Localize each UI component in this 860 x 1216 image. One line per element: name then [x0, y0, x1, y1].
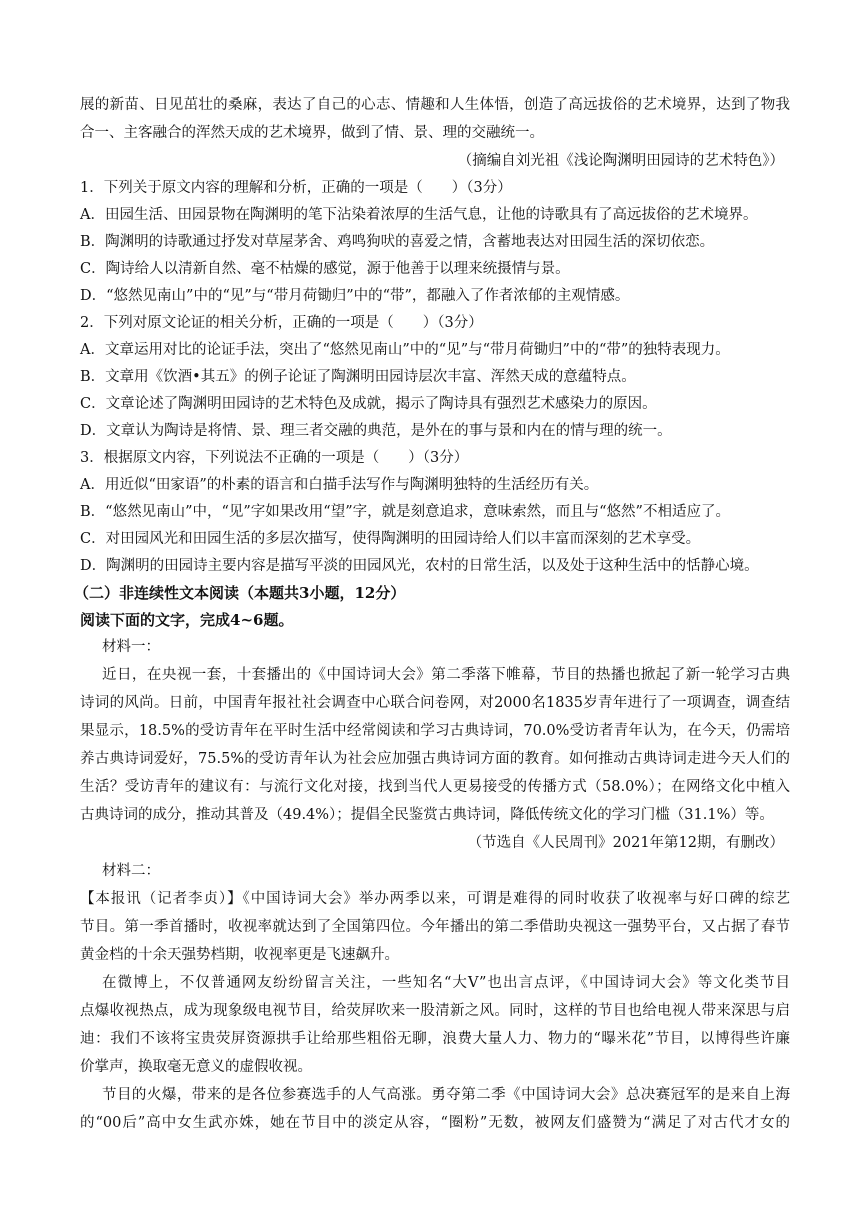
question-2-option-d: D．文章认为陶诗是将情、景、理三者交融的典范，是外在的事与景和内在的情与理的统一。 [80, 423, 672, 439]
material-1-label: 材料一： [102, 639, 160, 655]
section-instruction: 阅读下面的文字，完成4~6题。 [80, 611, 294, 629]
material-1-line: 养古典诗词爱好，75.5%的受访青年认为社会应加强古典诗词方面的教育。如何推动古典诗词走进今天人们的 [80, 751, 790, 767]
question-1-option-d: D．“悠然见南山”中的“见”与“带月荷锄归”中的“带”，都融入了作者浓郁的主观情感。 [80, 288, 630, 304]
question-1-option-c: C．陶诗给人以清新自然、毫不枯燥的感觉，源于他善于以理来统摄情与景。 [80, 261, 570, 277]
material-2-line: 【本报讯（记者李贞）】《中国诗词大会》举办两季以来，可谓是难得的同时收获了收视率与好口碑的综艺 [80, 891, 790, 907]
question-3-option-a: A．用近似“田家语”的朴素的语言和白描手法写作与陶渊明独特的生活经历有关。 [80, 477, 599, 493]
material-2-line: 价掌声，换取毫无意义的虚假收视。 [80, 1059, 312, 1075]
material-2-label: 材料二： [102, 863, 160, 879]
material-1-line: 古典诗词的成分，推动其普及（49.4%）；提倡全民鉴赏古典诗词，降低传统文化的学习门槛（31.1%）等。 [80, 807, 774, 823]
material-2-line: 节目。第一季首播时，收视率就达到了全国第四位。今年播出的第二季借助央视这一强势平台，又占据了春节 [80, 919, 790, 935]
material-2-line: 在微博上，不仅普通网友纷纷留言关注，一些知名“大V”也出言点评，《中国诗词大会》等文化类节目 [102, 975, 790, 991]
question-3-option-c: C．对田园风光和田园生活的多层次描写，使得陶渊明的田园诗给人们以丰富而深刻的艺术享受。 [80, 531, 701, 547]
question-3-option-b: B．“悠然见南山”中，“见”字如果改用“望”字，就是刻意追求，意味索然，而且与“悠然”不相适应了。 [80, 504, 730, 520]
material-1-source: （节选自《人民周刊》2021年第12期，有删改） [467, 835, 784, 851]
material-1-line: 生活？受访青年的建议有：与流行文化对接，找到当代人更易接受的传播方式（58.0%）；在网络文化中植入 [80, 779, 790, 795]
material-2-line: 黄金档的十余天强势档期，收视率更是飞速飙升。 [80, 947, 399, 963]
question-2-stem: 2．下列对原文论证的相关分析，正确的一项是（ ）（3分） [80, 315, 483, 331]
material-2-line: 的“00后”高中女生武亦姝，她在节目中的淡定从容，“圈粉”无数，被网友们盛赞为“满足了对古代才女的 [80, 1115, 790, 1131]
material-1-line: 诗词的风尚。日前，中国青年报社社会调查中心联合问卷网，对2000名1835岁青年进行了一项调查，调查结 [80, 695, 790, 711]
question-2-option-c: C．文章论述了陶渊明田园诗的艺术特色及成就，揭示了陶诗具有强烈艺术感染力的原因。 [80, 396, 657, 412]
question-1-option-b: B．陶渊明的诗歌通过抒发对草屋茅舍、鸡鸣狗吠的喜爱之情，含蓄地表达对田园生活的深切依恋。 [80, 234, 715, 250]
question-1-stem: 1．下列关于原文内容的理解和分析，正确的一项是（ ）（3分） [80, 180, 512, 196]
material-2-line: 点爆收视热点，成为现象级电视节目，给荧屏吹来一股清新之风。同时，这样的节目也给电视人带来深思与启 [80, 1003, 790, 1019]
question-3-stem: 3．根据原文内容，下列说法不正确的一项是（ ）（3分） [80, 450, 469, 466]
material-1-line: 果显示，18.5%的受访青年在平时生活中经常阅读和学习古典诗词，70.0%受访者青年认为，在今天，仍需培 [80, 723, 790, 739]
section-heading: （二）非连续性文本阅读（本题共3小题，12分） [74, 584, 406, 602]
passage-source: （摘编自刘光祖《浅论陶渊明田园诗的艺术特色》） [457, 153, 784, 169]
material-2-line: 节目的火爆，带来的是各位参赛选手的人气高涨。勇夺第二季《中国诗词大会》总决赛冠军的是来自上海 [102, 1087, 790, 1103]
question-2-option-b: B．文章用《饮酒•其五》的例子论证了陶渊明田园诗层次丰富、浑然天成的意蕴特点。 [80, 369, 636, 385]
passage-continuation-line: 合一、主客融合的浑然天成的艺术境界，做到了情、景、理的交融统一。 [80, 125, 544, 141]
material-2-line: 迪：我们不该将宝贵荧屏资源拱手让给那些粗俗无聊，浪费大量人力、物力的“曝米花”节目，以博得些许廉 [80, 1031, 790, 1047]
question-3-option-d: D．陶渊明的田园诗主要内容是描写平淡的田园风光，农村的日常生活，以及处于这种生活中的恬静心境。 [80, 558, 759, 574]
material-1-line: 近日，在央视一套，十套播出的《中国诗词大会》第二季落下帷幕，节目的热播也掀起了新一轮学习古典 [102, 667, 790, 683]
question-1-option-a: A．田园生活、田园景物在陶渊明的笔下沾染着浓厚的生活气息，让他的诗歌具有了高远拔俗的艺术境界。 [80, 207, 758, 223]
passage-continuation-line: 展的新苗、日见茁壮的桑麻，表达了自己的心志、情趣和人生体悟，创造了高远拔俗的艺术境界，达到了物我 [80, 97, 790, 113]
question-2-option-a: A．文章运用对比的论证手法，突出了“悠然见南山”中的“见”与“带月荷锄归”中的“带”的独特表现力。 [80, 342, 730, 358]
